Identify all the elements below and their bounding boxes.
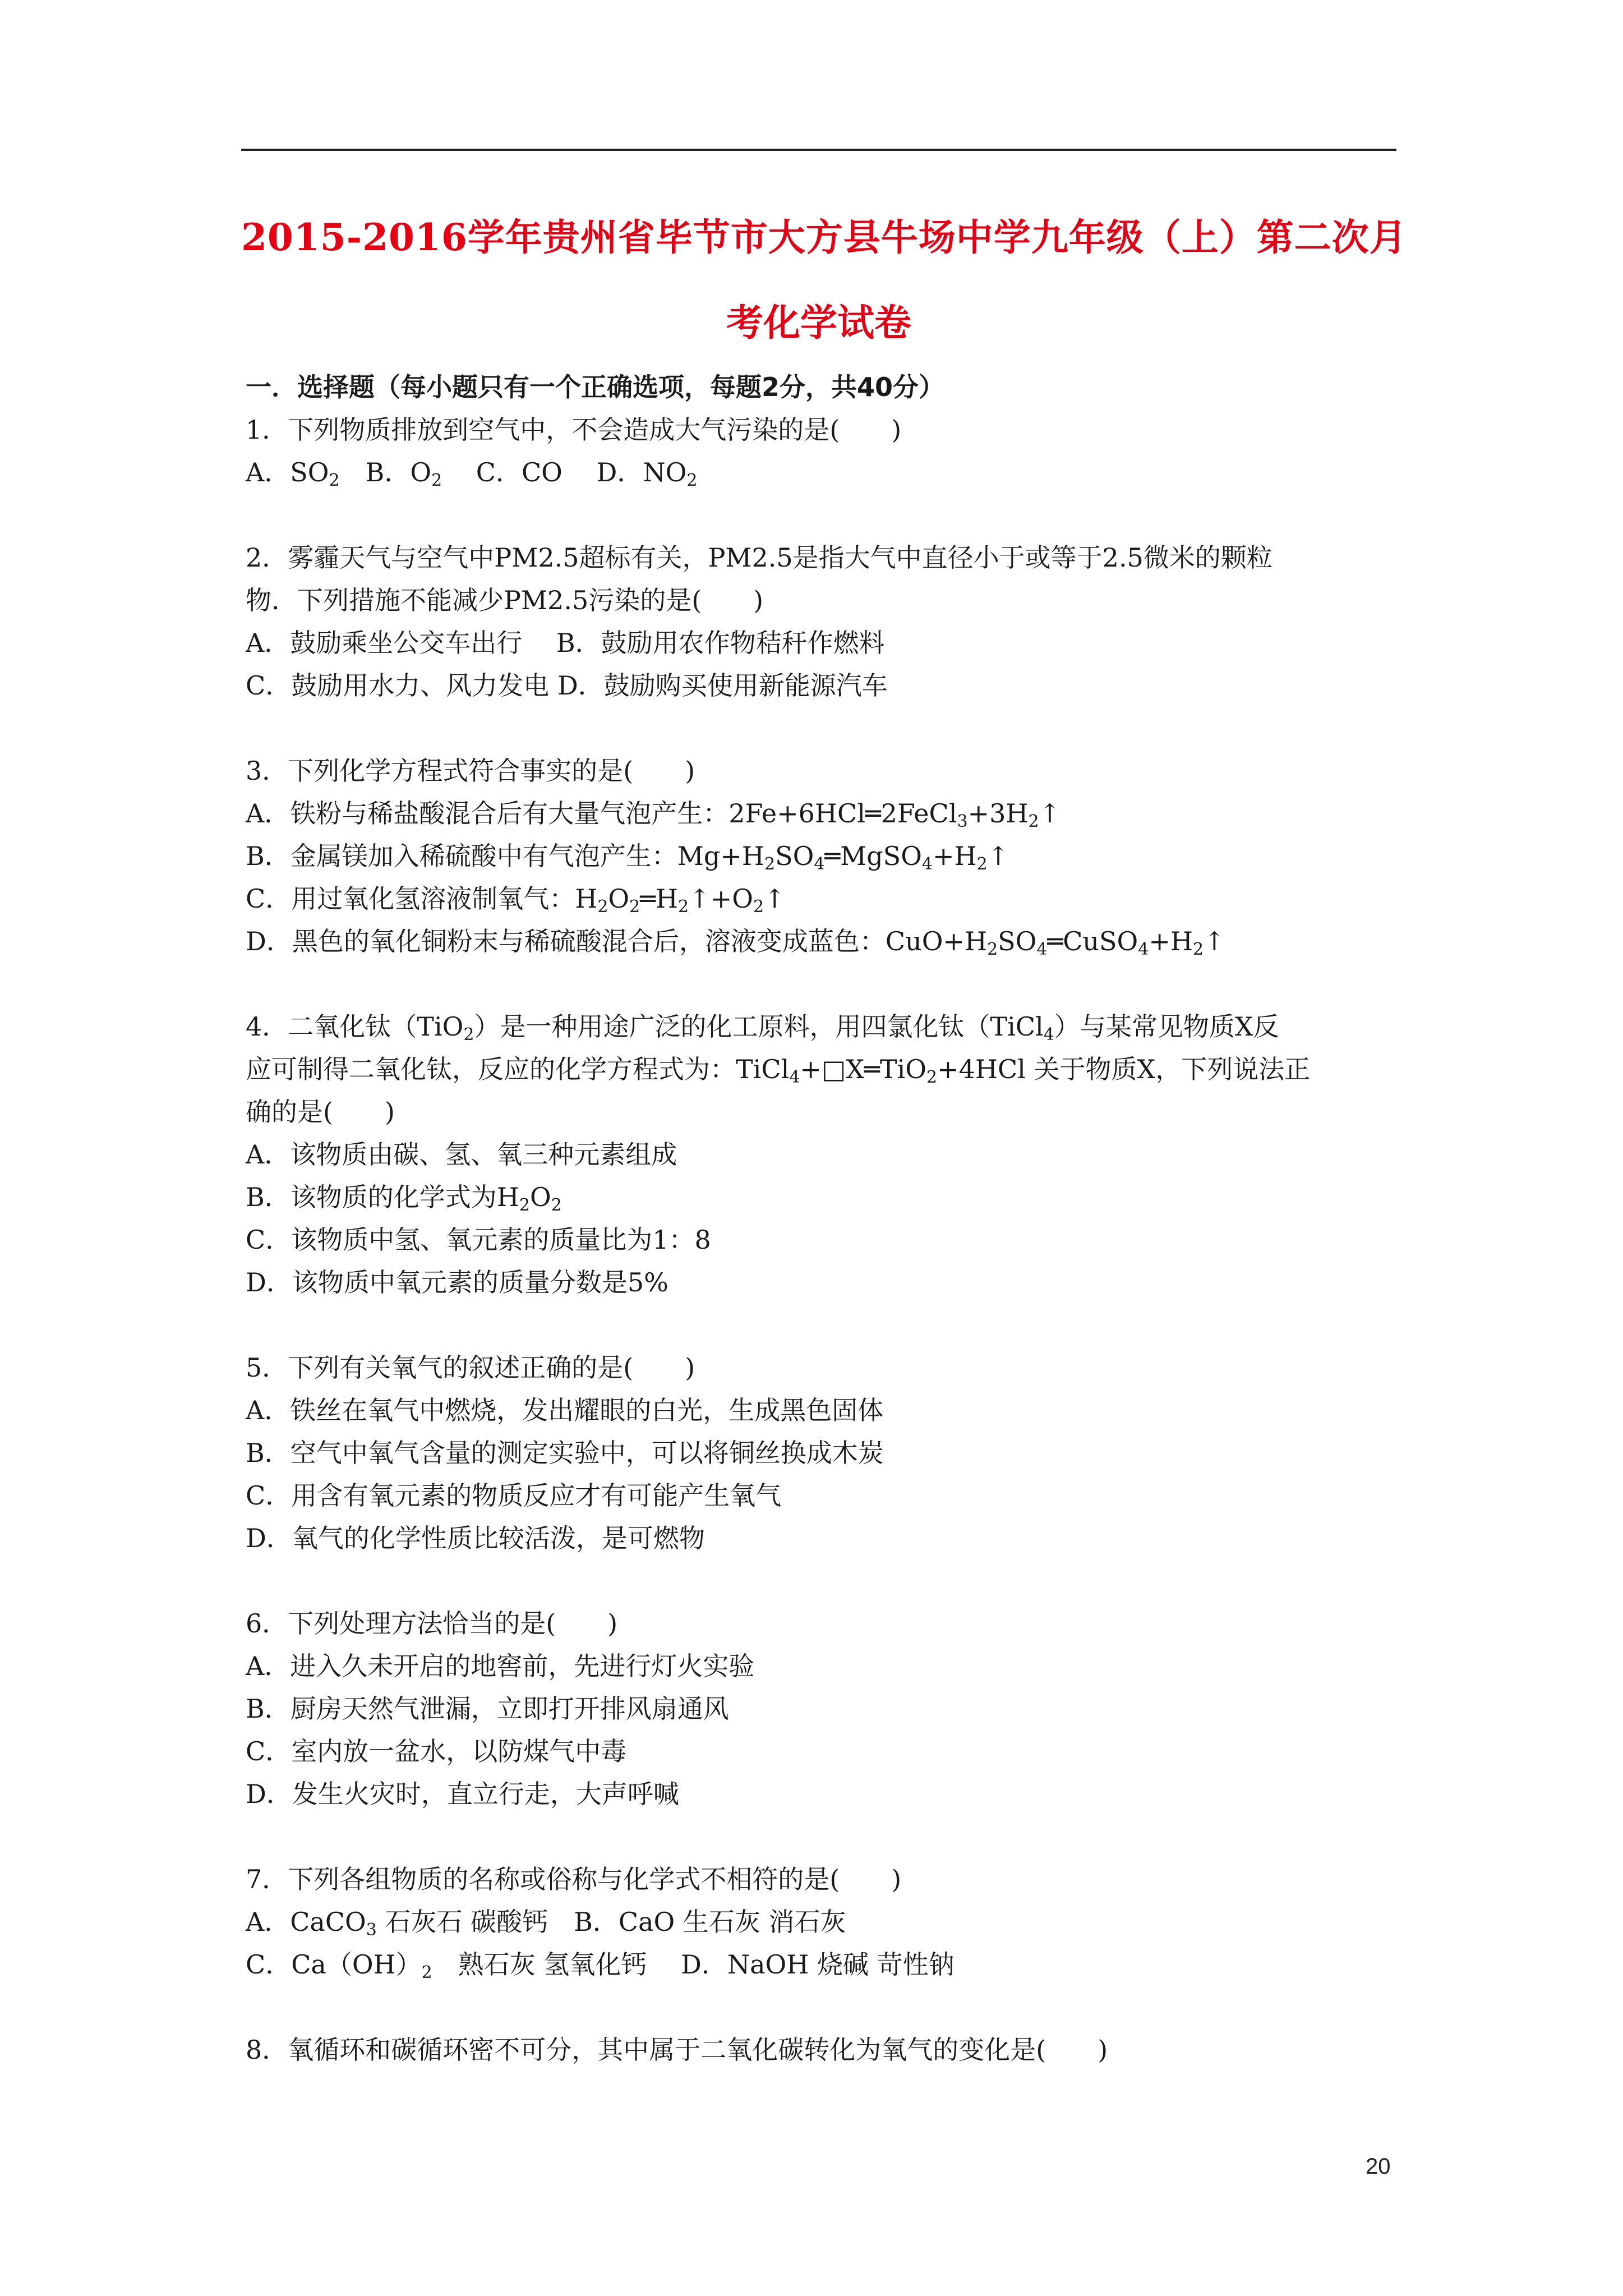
subscript: 2: [678, 897, 689, 917]
subscript: 4: [814, 854, 825, 874]
question-stem: 3．下列化学方程式符合事实的是( ): [246, 756, 695, 786]
section-heading: 一．选择题（每小题只有一个正确选项，每题2分，共40分）: [246, 372, 945, 402]
answer-options: C．鼓励用水力、风力发电 D．鼓励购买使用新能源汽车: [246, 670, 888, 701]
subscript: 2: [753, 897, 764, 917]
answer-options: A．铁丝在氧气中燃烧，发出耀眼的白光，生成黑色固体: [246, 1395, 884, 1425]
subscript: 2: [421, 1963, 432, 1982]
subscript: 2: [686, 471, 698, 490]
subscript: 3: [957, 812, 968, 831]
answer-options: D．该物质中氧元素的质量分数是5%: [246, 1267, 668, 1297]
subscript: 2: [431, 471, 442, 490]
subscript: 2: [629, 897, 640, 917]
subscript: 2: [551, 1195, 562, 1215]
subscript: 2: [926, 1068, 938, 1087]
answer-options: C．用含有氧元素的物质反应才有可能产生氧气: [246, 1480, 782, 1511]
question-stem: 4．二氧化钛（TiO$_2$）是一种用途广泛的化工原料，用四氯化钛（TiCl$_4$）与某常见物质X反: [246, 1011, 1279, 1045]
answer-options: B．该物质的化学式为$H_2O_2$: [246, 1182, 562, 1215]
subscript: 2: [597, 897, 608, 917]
question-stem: 确的是( ): [246, 1097, 395, 1127]
answer-options: A．铁粉与稀盐酸混合后有大量气泡产生：$2Fe+6HCl═2FeCl_3+3H_2↑$: [246, 798, 1061, 831]
answer-options: C．$Ca(OH)_2$ 熟石灰 氢氧化钙 D．NaOH 烧碱 苛性钠: [246, 1949, 955, 1982]
subscript: 2: [764, 854, 776, 874]
subscript: 2: [1193, 940, 1204, 959]
question-stem: 6．下列处理方法恰当的是( ): [246, 1608, 618, 1639]
answer-options: A．$SO_2$ B．$O_2$ C．CO D．$NO_2$: [246, 457, 698, 490]
answer-options: A．CaCO$_3$ 石灰石 碳酸钙 B．CaO 生石灰 消石灰: [246, 1907, 846, 1940]
answer-options: B．空气中氧气含量的测定实验中，可以将铜丝换成木炭: [246, 1438, 884, 1468]
subscript: 4: [789, 1068, 800, 1087]
answer-options: B．金属镁加入稀硫酸中有气泡产生：$Mg+H_2SO_4═MgSO_4+H_2↑$: [246, 841, 1009, 874]
question-stem: 1．下列物质排放到空气中，不会造成大气污染的是( ): [246, 415, 902, 445]
question-stem: 8．氧循环和碳循环密不可分，其中属于二氧化碳转化为氧气的变化是( ): [246, 2035, 1108, 2065]
answer-options: B．厨房天然气泄漏，立即打开排风扇通风: [246, 1694, 729, 1724]
question-stem: 应可制得二氧化钛，反应的化学方程式为：TiCl$_4$+□X═TiO$_2$+4HCl 关于物质X，下列说法正: [246, 1054, 1311, 1087]
question-stem: 7．下列各组物质的名称或俗称与化学式不相符的是( ): [246, 1864, 902, 1894]
subscript: 4: [1036, 940, 1048, 959]
answer-options: D．氧气的化学性质比较活泼，是可燃物: [246, 1523, 705, 1553]
subscript: 2: [463, 1025, 474, 1045]
subscript: 3: [366, 1920, 377, 1940]
subscript: 4: [921, 854, 933, 874]
subscript: 2: [987, 940, 998, 959]
answer-options: A．进入久未开启的地窖前，先进行灯火实验: [246, 1651, 755, 1681]
subscript: 2: [519, 1195, 531, 1215]
document-title-line-1: 2015-2016学年贵州省毕节市大方县牛场中学九年级（上）第二次月: [241, 215, 1407, 259]
subscript: 2: [329, 471, 340, 490]
document-title-line-2: 考化学试卷: [726, 301, 911, 344]
question-stem: 2．雾霾天气与空气中PM2.5超标有关，PM2.5是指大气中直径小于或等于2.5微米的颗粒: [246, 542, 1272, 573]
answer-options: A．该物质由碳、氢、氧三种元素组成: [246, 1139, 677, 1170]
question-stem: 物．下列措施不能减少PM2.5污染的是( ): [246, 585, 764, 615]
answer-options: C．用过氧化氢溶液制氧气：$H_2O_2═H_2↑+O_2↑$: [246, 884, 786, 917]
subscript: 4: [1138, 940, 1149, 959]
subscript: 4: [1043, 1025, 1054, 1045]
answer-options: D．黑色的氧化铜粉末与稀硫酸混合后，溶液变成蓝色：$CuO+H_2SO_4═CuSO_4+H_2↑$: [246, 926, 1225, 959]
header-rule: [241, 149, 1396, 151]
answer-options: A．鼓励乘坐公交车出行 B．鼓励用农作物秸秆作燃料: [246, 628, 885, 658]
page-number: 20: [1366, 2154, 1391, 2179]
answer-options: D．发生火灾时，直立行走，大声呼喊: [246, 1779, 679, 1809]
subscript: 2: [1028, 812, 1039, 831]
answer-options: C．室内放一盆水，以防煤气中毒: [246, 1736, 627, 1766]
question-stem: 5．下列有关氧气的叙述正确的是( ): [246, 1352, 695, 1383]
subscript: 2: [976, 854, 988, 874]
answer-options: C．该物质中氢、氧元素的质量比为1：8: [246, 1225, 711, 1255]
